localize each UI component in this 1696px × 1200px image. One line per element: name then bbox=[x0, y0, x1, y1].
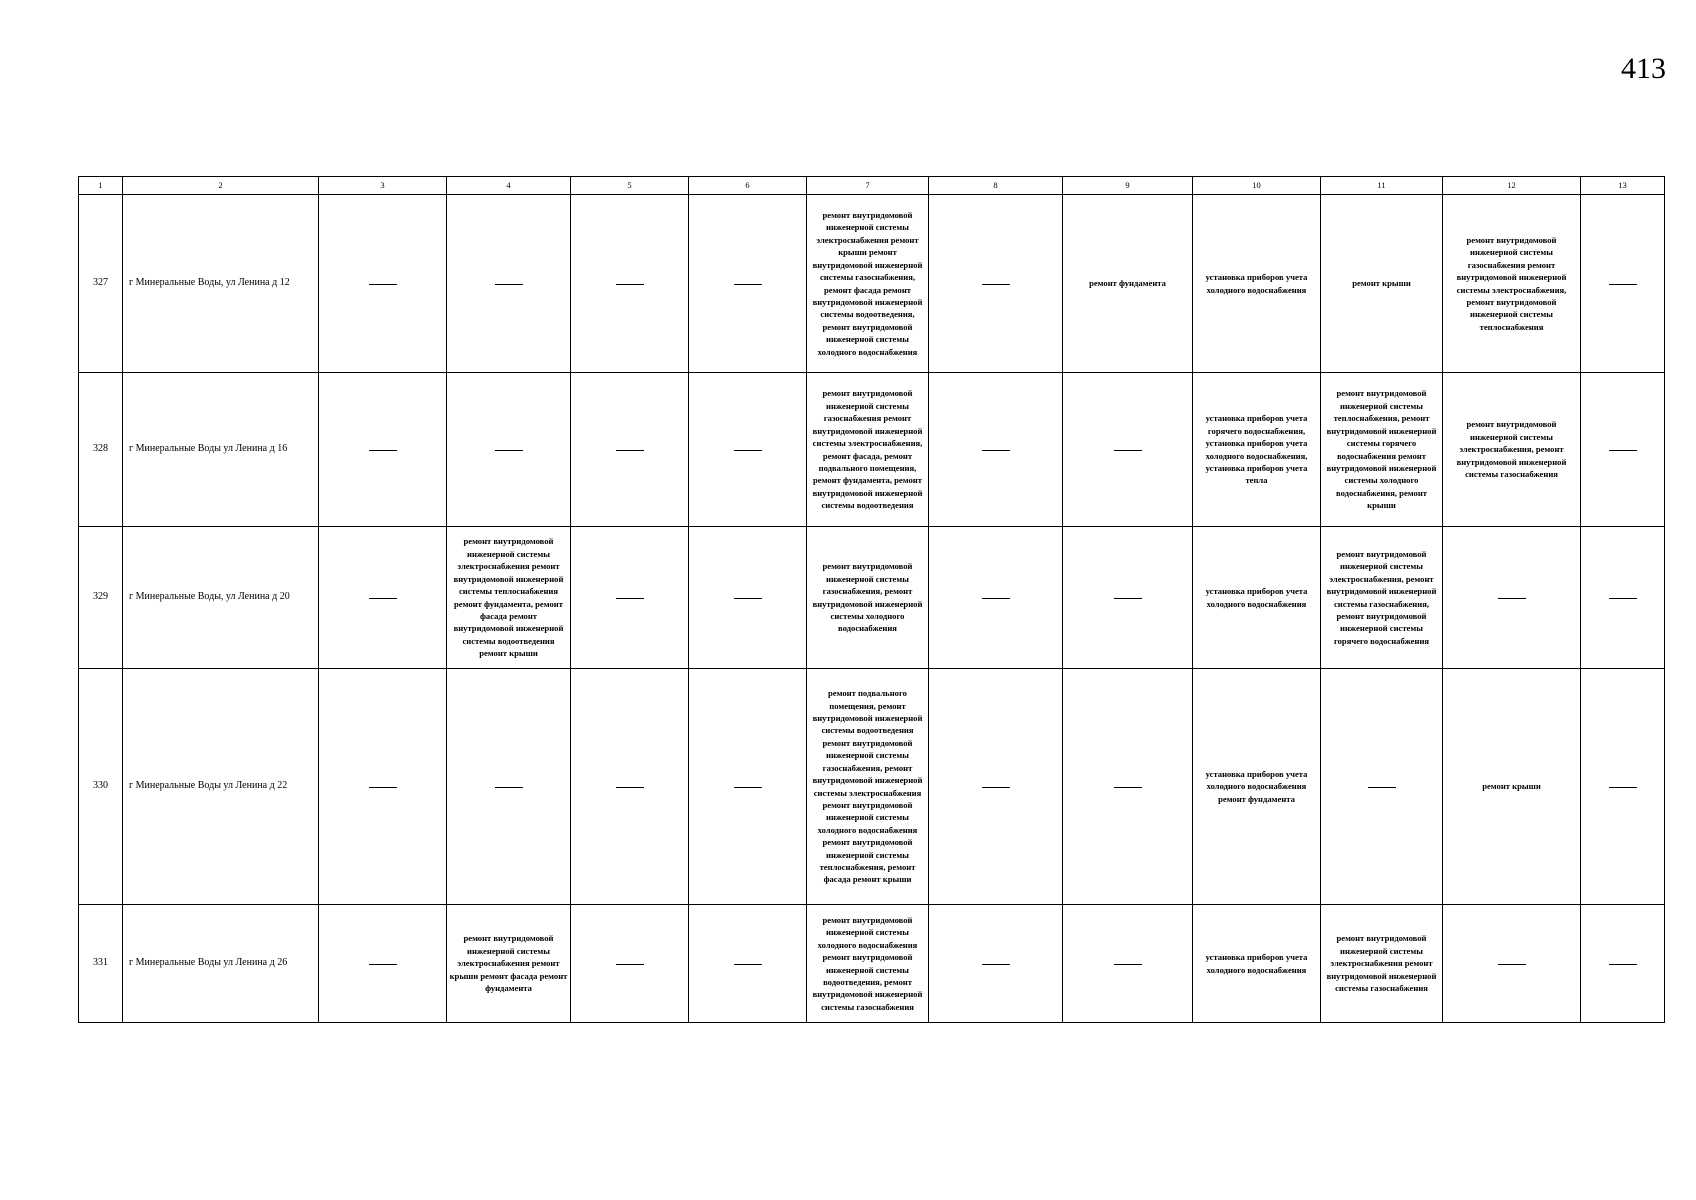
dash-mark bbox=[1609, 964, 1637, 965]
header-row bbox=[79, 177, 1665, 195]
column-header-9: 9 bbox=[1063, 177, 1193, 195]
empty-cell-col-8 bbox=[929, 195, 1063, 373]
dash-mark bbox=[369, 450, 397, 451]
work-cell-col-10: установка приборов учета холодного водоснабжения bbox=[1193, 905, 1321, 1023]
work-cell-col-10: установка приборов учета холодного водоснабжения bbox=[1193, 527, 1321, 669]
empty-cell-col-9 bbox=[1063, 669, 1193, 905]
work-cell-col-7: ремонт внутридомовой инженерной системы газоснабжения, ремонт внутридомовой инженерной системы холодного водоснабжения bbox=[807, 527, 929, 669]
empty-cell-col-12 bbox=[1443, 905, 1581, 1023]
empty-cell-col-9 bbox=[1063, 373, 1193, 527]
address-cell: г Минеральные Воды ул Ленина д 26 bbox=[123, 905, 319, 1023]
work-cell-col-10: установка приборов учета холодного водоснабжения bbox=[1193, 195, 1321, 373]
dash-mark bbox=[495, 284, 523, 285]
empty-cell-col-13 bbox=[1581, 195, 1665, 373]
work-cell-col-7: ремонт внутридомовой инженерной системы газоснабжения ремонт внутридомовой инженерной системы электроснабжения, ремонт фасада, ремонт подвального помещения, ремонт фундамента, ремонт внутридомовой инженерной системы водоотведения bbox=[807, 373, 929, 527]
empty-cell-col-13 bbox=[1581, 527, 1665, 669]
empty-cell-col-8 bbox=[929, 373, 1063, 527]
dash-mark bbox=[734, 284, 762, 285]
work-cell-col-10: установка приборов учета горячего водоснабжения, установка приборов учета холодного водоснабжения, установка приборов учета тепла bbox=[1193, 373, 1321, 527]
dash-mark bbox=[982, 787, 1010, 788]
empty-cell-col-4 bbox=[447, 669, 571, 905]
dash-mark bbox=[616, 284, 644, 285]
empty-cell-col-13 bbox=[1581, 669, 1665, 905]
dash-mark bbox=[1114, 598, 1142, 599]
table-row bbox=[79, 527, 1665, 669]
dash-mark bbox=[1368, 787, 1396, 788]
dash-mark bbox=[369, 787, 397, 788]
empty-cell-col-13 bbox=[1581, 905, 1665, 1023]
work-cell-col-11: ремонт внутридомовой инженерной системы электроснабжения, ремонт внутридомовой инженерной системы газоснабжения, ремонт внутридомовой инженерной системы горячего водоснабжения bbox=[1321, 527, 1443, 669]
dash-mark bbox=[1114, 450, 1142, 451]
empty-cell-col-13 bbox=[1581, 373, 1665, 527]
work-cell-col-12: ремонт крыши bbox=[1443, 669, 1581, 905]
work-cell-col-11: ремонт внутридомовой инженерной системы электроснабжения ремонт внутридомовой инженерной системы газоснабжения bbox=[1321, 905, 1443, 1023]
dash-mark bbox=[734, 598, 762, 599]
address-cell: г Минеральные Воды, ул Ленина д 12 bbox=[123, 195, 319, 373]
column-header-2: 2 bbox=[123, 177, 319, 195]
empty-cell-col-9 bbox=[1063, 527, 1193, 669]
empty-cell-col-3 bbox=[319, 905, 447, 1023]
column-header-4: 4 bbox=[447, 177, 571, 195]
column-header-7: 7 bbox=[807, 177, 929, 195]
work-cell-col-4: ремонт внутридомовой инженерной системы электроснабжения ремонт крыши ремонт фасада ремонт фундамента bbox=[447, 905, 571, 1023]
work-cell-col-7: ремонт внутридомовой инженерной системы электроснабжения ремонт крыши ремонт внутридомовой инженерной системы газоснабжения, ремонт фасада ремонт внутридомовой инженерной системы водоотведения, ремонт внутридомовой инженерной системы холодного водоснабжения bbox=[807, 195, 929, 373]
empty-cell-col-4 bbox=[447, 373, 571, 527]
dash-mark bbox=[1609, 284, 1637, 285]
empty-cell-col-6 bbox=[689, 195, 807, 373]
column-header-3: 3 bbox=[319, 177, 447, 195]
work-cell-col-11: ремонт крыши bbox=[1321, 195, 1443, 373]
empty-cell-col-8 bbox=[929, 905, 1063, 1023]
address-cell: г Минеральные Воды ул Ленина д 16 bbox=[123, 373, 319, 527]
table-row bbox=[79, 905, 1665, 1023]
empty-cell-col-3 bbox=[319, 195, 447, 373]
dash-mark bbox=[982, 284, 1010, 285]
work-cell-col-12: ремонт внутридомовой инженерной системы газоснабжения ремонт внутридомовой инженерной системы электроснабжения, ремонт внутридомовой инженерной системы теплоснабжения bbox=[1443, 195, 1581, 373]
empty-cell-col-5 bbox=[571, 669, 689, 905]
empty-cell-col-3 bbox=[319, 669, 447, 905]
empty-cell-col-9 bbox=[1063, 905, 1193, 1023]
dash-mark bbox=[616, 787, 644, 788]
empty-cell-col-4 bbox=[447, 195, 571, 373]
dash-mark bbox=[616, 964, 644, 965]
work-cell-col-7: ремонт подвального помещения, ремонт внутридомовой инженерной системы водоотведения ремонт внутридомовой инженерной системы газоснабжения, ремонт внутридомовой инженерной системы электроснабжения ремонт внутридомовой инженерной системы холодного водоснабжения ремонт внутридомовой инженерной системы теплоснабжения, ремонт фасада ремонт крыши bbox=[807, 669, 929, 905]
address-cell: г Минеральные Воды ул Ленина д 22 bbox=[123, 669, 319, 905]
row-number: 327 bbox=[79, 195, 123, 373]
dash-mark bbox=[495, 787, 523, 788]
empty-cell-col-6 bbox=[689, 373, 807, 527]
dash-mark bbox=[495, 450, 523, 451]
empty-cell-col-12 bbox=[1443, 527, 1581, 669]
work-cell-col-10: установка приборов учета холодного водоснабжения ремонт фундамента bbox=[1193, 669, 1321, 905]
empty-cell-col-8 bbox=[929, 527, 1063, 669]
column-header-1: 1 bbox=[79, 177, 123, 195]
dash-mark bbox=[369, 284, 397, 285]
dash-mark bbox=[616, 450, 644, 451]
table-row bbox=[79, 195, 1665, 373]
dash-mark bbox=[734, 964, 762, 965]
dash-mark bbox=[982, 964, 1010, 965]
dash-mark bbox=[982, 450, 1010, 451]
row-number: 329 bbox=[79, 527, 123, 669]
work-cell-col-9: ремонт фундамента bbox=[1063, 195, 1193, 373]
dash-mark bbox=[616, 598, 644, 599]
column-header-10: 10 bbox=[1193, 177, 1321, 195]
dash-mark bbox=[369, 598, 397, 599]
empty-cell-col-5 bbox=[571, 373, 689, 527]
empty-cell-col-6 bbox=[689, 669, 807, 905]
empty-cell-col-5 bbox=[571, 195, 689, 373]
empty-cell-col-3 bbox=[319, 373, 447, 527]
dash-mark bbox=[1609, 787, 1637, 788]
empty-cell-col-3 bbox=[319, 527, 447, 669]
dash-mark bbox=[1498, 598, 1526, 599]
empty-cell-col-5 bbox=[571, 527, 689, 669]
column-header-8: 8 bbox=[929, 177, 1063, 195]
work-cell-col-4: ремонт внутридомовой инженерной системы электроснабжения ремонт внутридомовой инженерной системы теплоснабжения ремонт фундамента, ремонт фасада ремонт внутридомовой инженерной системы водоотведения ремонт крыши bbox=[447, 527, 571, 669]
row-number: 328 bbox=[79, 373, 123, 527]
dash-mark bbox=[369, 964, 397, 965]
page-number: 413 bbox=[1621, 52, 1666, 85]
table-row bbox=[79, 373, 1665, 527]
work-cell-col-11: ремонт внутридомовой инженерной системы теплоснабжения, ремонт внутридомовой инженерной системы горячего водоснабжения ремонт внутридомовой инженерной системы холодного водоснабжения, ремонт крыши bbox=[1321, 373, 1443, 527]
dash-mark bbox=[1609, 598, 1637, 599]
dash-mark bbox=[1609, 450, 1637, 451]
table-row bbox=[79, 669, 1665, 905]
dash-mark bbox=[734, 450, 762, 451]
row-number: 330 bbox=[79, 669, 123, 905]
empty-cell-col-11 bbox=[1321, 669, 1443, 905]
row-number: 331 bbox=[79, 905, 123, 1023]
dash-mark bbox=[1498, 964, 1526, 965]
dash-mark bbox=[1114, 787, 1142, 788]
empty-cell-col-6 bbox=[689, 905, 807, 1023]
column-header-5: 5 bbox=[571, 177, 689, 195]
column-header-12: 12 bbox=[1443, 177, 1581, 195]
empty-cell-col-6 bbox=[689, 527, 807, 669]
dash-mark bbox=[982, 598, 1010, 599]
column-header-13: 13 bbox=[1581, 177, 1665, 195]
address-cell: г Минеральные Воды, ул Ленина д 20 bbox=[123, 527, 319, 669]
empty-cell-col-8 bbox=[929, 669, 1063, 905]
work-cell-col-12: ремонт внутридомовой инженерной системы электроснабжения, ремонт внутридомовой инженерной системы газоснабжения bbox=[1443, 373, 1581, 527]
column-header-11: 11 bbox=[1321, 177, 1443, 195]
work-cell-col-7: ремонт внутридомовой инженерной системы холодного водоснабжения ремонт внутридомовой инженерной системы водоотведения, ремонт внутридомовой инженерной системы газоснабжения bbox=[807, 905, 929, 1023]
column-header-6: 6 bbox=[689, 177, 807, 195]
dash-mark bbox=[1114, 964, 1142, 965]
dash-mark bbox=[734, 787, 762, 788]
repair-schedule-table bbox=[78, 176, 1665, 1023]
empty-cell-col-5 bbox=[571, 905, 689, 1023]
